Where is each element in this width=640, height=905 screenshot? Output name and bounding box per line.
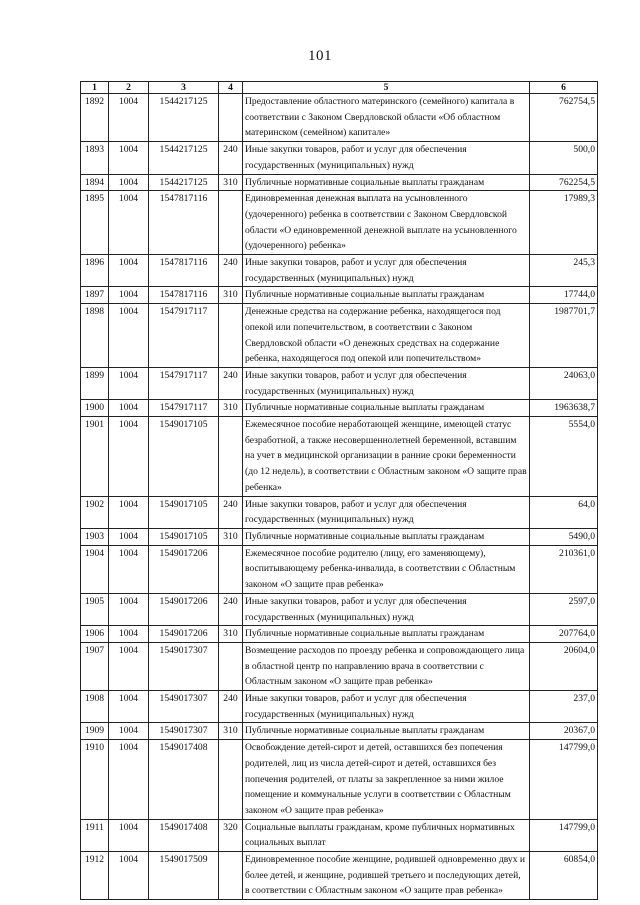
table-row [81, 691, 598, 723]
target-code-cell: 1549017509 [149, 852, 219, 900]
expense-type-cell: 240 [219, 255, 243, 287]
expense-type-cell: 310 [219, 400, 243, 417]
item-name-cell: Иные закупки товаров, работ и услуг для обеспечения государственных (муниципальных) нужд [243, 367, 530, 399]
expense-type-cell: 240 [219, 691, 243, 723]
target-code-cell: 1549017105 [149, 528, 219, 545]
amount-cell: 17989,3 [530, 191, 598, 255]
expense-type-cell: 240 [219, 496, 243, 528]
section-code-cell: 1004 [109, 496, 149, 528]
item-name-cell: Иные закупки товаров, работ и услуг для обеспечения государственных (муниципальных) нужд [243, 255, 530, 287]
section-code-cell: 1004 [109, 142, 149, 174]
section-code-cell: 1004 [109, 191, 149, 255]
section-code-cell: 1004 [109, 287, 149, 304]
row-number-cell: 1895 [81, 191, 109, 255]
row-number-cell: 1903 [81, 528, 109, 545]
table-row [81, 191, 598, 255]
table-row [81, 94, 598, 142]
item-name-cell: Социальные выплаты гражданам, кроме публичных нормативных социальных выплат [243, 819, 530, 851]
section-code-cell: 1004 [109, 545, 149, 593]
expense-type-cell: 320 [219, 819, 243, 851]
target-code-cell: 1549017206 [149, 626, 219, 643]
target-code-cell: 1549017408 [149, 740, 219, 820]
amount-cell: 24063,0 [530, 367, 598, 399]
section-code-cell: 1004 [109, 723, 149, 740]
row-number-cell: 1900 [81, 400, 109, 417]
page-number: 101 [308, 48, 332, 64]
table-row [81, 400, 598, 417]
amount-cell: 20604,0 [530, 642, 598, 690]
table-row [81, 496, 598, 528]
target-code-cell: 1549017408 [149, 819, 219, 851]
target-code-cell: 1549017307 [149, 691, 219, 723]
row-number-cell: 1894 [81, 174, 109, 191]
table-row [81, 417, 598, 497]
item-name-cell: Единовременная денежная выплата на усыновленного (удочеренного) ребенка в соответствии с Законом Свердловской области «О единовременной денежной выплате на усыновленного (удочеренного) ребенка» [243, 191, 530, 255]
item-name-cell: Публичные нормативные социальные выплаты гражданам [243, 174, 530, 191]
amount-cell: 2597,0 [530, 593, 598, 625]
expense-type-cell [219, 94, 243, 142]
item-name-cell: Ежемесячное пособие родителю (лицу, его заменяющему), воспитывающему ребенка-инвалида, в соответствии с Областным законом «О защите прав ребенка» [243, 545, 530, 593]
header-cell: 4 [219, 82, 243, 94]
header-cell: 5 [243, 82, 530, 94]
row-number-cell: 1898 [81, 304, 109, 368]
row-number-cell: 1897 [81, 287, 109, 304]
expense-type-cell [219, 545, 243, 593]
expense-type-cell: 310 [219, 528, 243, 545]
row-number-cell: 1911 [81, 819, 109, 851]
amount-cell: 20367,0 [530, 723, 598, 740]
target-code-cell: 1549017105 [149, 417, 219, 497]
item-name-cell: Публичные нормативные социальные выплаты гражданам [243, 287, 530, 304]
table-row [81, 723, 598, 740]
item-name-cell: Единовременное пособие женщине, родившей одновременно двух и более детей, и женщине, родившей третьего и последующих детей, в соответствии с Областным законом «О защите прав ребенка» [243, 852, 530, 900]
target-code-cell: 1544217125 [149, 142, 219, 174]
amount-cell: 245,3 [530, 255, 598, 287]
amount-cell: 500,0 [530, 142, 598, 174]
section-code-cell: 1004 [109, 174, 149, 191]
section-code-cell: 1004 [109, 367, 149, 399]
table-header-row [81, 82, 598, 94]
target-code-cell: 1549017206 [149, 593, 219, 625]
table-row [81, 593, 598, 625]
expense-type-cell [219, 191, 243, 255]
section-code-cell: 1004 [109, 528, 149, 545]
expense-type-cell [219, 642, 243, 690]
table-row [81, 642, 598, 690]
table-row [81, 304, 598, 368]
section-code-cell: 1004 [109, 819, 149, 851]
row-number-cell: 1892 [81, 94, 109, 142]
expense-type-cell: 310 [219, 174, 243, 191]
row-number-cell: 1905 [81, 593, 109, 625]
target-code-cell: 1549017307 [149, 723, 219, 740]
row-number-cell: 1904 [81, 545, 109, 593]
amount-cell: 147799,0 [530, 819, 598, 851]
expense-type-cell: 310 [219, 723, 243, 740]
row-number-cell: 1901 [81, 417, 109, 497]
item-name-cell: Публичные нормативные социальные выплаты гражданам [243, 723, 530, 740]
item-name-cell: Публичные нормативные социальные выплаты гражданам [243, 528, 530, 545]
item-name-cell: Иные закупки товаров, работ и услуг для обеспечения государственных (муниципальных) нужд [243, 142, 530, 174]
table-row [81, 142, 598, 174]
section-code-cell: 1004 [109, 691, 149, 723]
amount-cell: 17744,0 [530, 287, 598, 304]
budget-table [80, 81, 598, 900]
target-code-cell: 1544217125 [149, 94, 219, 142]
item-name-cell: Ежемесячное пособие неработающей женщине, имеющей статус безработной, а также несовершеннолетней беременной, вставшим на учет в медицинской организации в ранние сроки беременности (до 12 недель), в соответствии с Областным законом «О защите прав ребенка» [243, 417, 530, 497]
section-code-cell: 1004 [109, 626, 149, 643]
row-number-cell: 1906 [81, 626, 109, 643]
expense-type-cell [219, 740, 243, 820]
section-code-cell: 1004 [109, 94, 149, 142]
section-code-cell: 1004 [109, 304, 149, 368]
table-row [81, 287, 598, 304]
row-number-cell: 1912 [81, 852, 109, 900]
table-row [81, 740, 598, 820]
table-row [81, 528, 598, 545]
header-cell: 1 [81, 82, 109, 94]
row-number-cell: 1902 [81, 496, 109, 528]
target-code-cell: 1549017105 [149, 496, 219, 528]
amount-cell: 762254,5 [530, 174, 598, 191]
row-number-cell: 1899 [81, 367, 109, 399]
amount-cell: 1987701,7 [530, 304, 598, 368]
target-code-cell: 1549017206 [149, 545, 219, 593]
header-cell: 6 [530, 82, 598, 94]
item-name-cell: Иные закупки товаров, работ и услуг для обеспечения государственных (муниципальных) нужд [243, 691, 530, 723]
expense-type-cell [219, 852, 243, 900]
table-row [81, 367, 598, 399]
table-row [81, 819, 598, 851]
expense-type-cell: 240 [219, 142, 243, 174]
amount-cell: 762754,5 [530, 94, 598, 142]
expense-type-cell: 240 [219, 367, 243, 399]
row-number-cell: 1908 [81, 691, 109, 723]
amount-cell: 147799,0 [530, 740, 598, 820]
target-code-cell: 1547817116 [149, 191, 219, 255]
table-row [81, 545, 598, 593]
header-cell: 2 [109, 82, 149, 94]
expense-type-cell [219, 304, 243, 368]
table-row [81, 852, 598, 900]
section-code-cell: 1004 [109, 852, 149, 900]
item-name-cell: Иные закупки товаров, работ и услуг для обеспечения государственных (муниципальных) нужд [243, 593, 530, 625]
target-code-cell: 1547817116 [149, 255, 219, 287]
table-row [81, 174, 598, 191]
row-number-cell: 1907 [81, 642, 109, 690]
section-code-cell: 1004 [109, 255, 149, 287]
section-code-cell: 1004 [109, 642, 149, 690]
table-row [81, 626, 598, 643]
row-number-cell: 1893 [81, 142, 109, 174]
header-cell: 3 [149, 82, 219, 94]
section-code-cell: 1004 [109, 740, 149, 820]
amount-cell: 64,0 [530, 496, 598, 528]
section-code-cell: 1004 [109, 400, 149, 417]
item-name-cell: Публичные нормативные социальные выплаты гражданам [243, 400, 530, 417]
section-code-cell: 1004 [109, 417, 149, 497]
item-name-cell: Возмещение расходов по проезду ребенка и сопровождающего лица в областной центр по направлению врача в соответствии с Областным законом «О защите прав ребенка» [243, 642, 530, 690]
expense-type-cell: 310 [219, 626, 243, 643]
table-row [81, 255, 598, 287]
target-code-cell: 1547817116 [149, 287, 219, 304]
target-code-cell: 1544217125 [149, 174, 219, 191]
expense-type-cell [219, 417, 243, 497]
amount-cell: 207764,0 [530, 626, 598, 643]
item-name-cell: Денежные средства на содержание ребенка, находящегося под опекой или попечительством, в соответствии с Законом Свердловской области «О денежных средствах на содержание ребенка, находящегося под опекой или попечительством» [243, 304, 530, 368]
amount-cell: 237,0 [530, 691, 598, 723]
row-number-cell: 1909 [81, 723, 109, 740]
amount-cell: 1963638,7 [530, 400, 598, 417]
target-code-cell: 1547917117 [149, 367, 219, 399]
target-code-cell: 1547917117 [149, 400, 219, 417]
item-name-cell: Предоставление областного материнского (семейного) капитала в соответствии с Законом Свердловской области «Об областном материнском (семейном) капитале» [243, 94, 530, 142]
item-name-cell: Публичные нормативные социальные выплаты гражданам [243, 626, 530, 643]
target-code-cell: 1547917117 [149, 304, 219, 368]
target-code-cell: 1549017307 [149, 642, 219, 690]
row-number-cell: 1896 [81, 255, 109, 287]
item-name-cell: Освобождение детей-сирот и детей, оставшихся без попечения родителей, лиц из числа детей-сирот и детей, оставшихся без попечения родителей, от платы за закрепленное за ними жилое помещение и коммунальные услуги в соответствии с Областным законом «О защите прав ребенка» [243, 740, 530, 820]
amount-cell: 5554,0 [530, 417, 598, 497]
expense-type-cell: 310 [219, 287, 243, 304]
amount-cell: 5490,0 [530, 528, 598, 545]
expense-type-cell: 240 [219, 593, 243, 625]
amount-cell: 60854,0 [530, 852, 598, 900]
section-code-cell: 1004 [109, 593, 149, 625]
amount-cell: 210361,0 [530, 545, 598, 593]
item-name-cell: Иные закупки товаров, работ и услуг для обеспечения государственных (муниципальных) нужд [243, 496, 530, 528]
row-number-cell: 1910 [81, 740, 109, 820]
